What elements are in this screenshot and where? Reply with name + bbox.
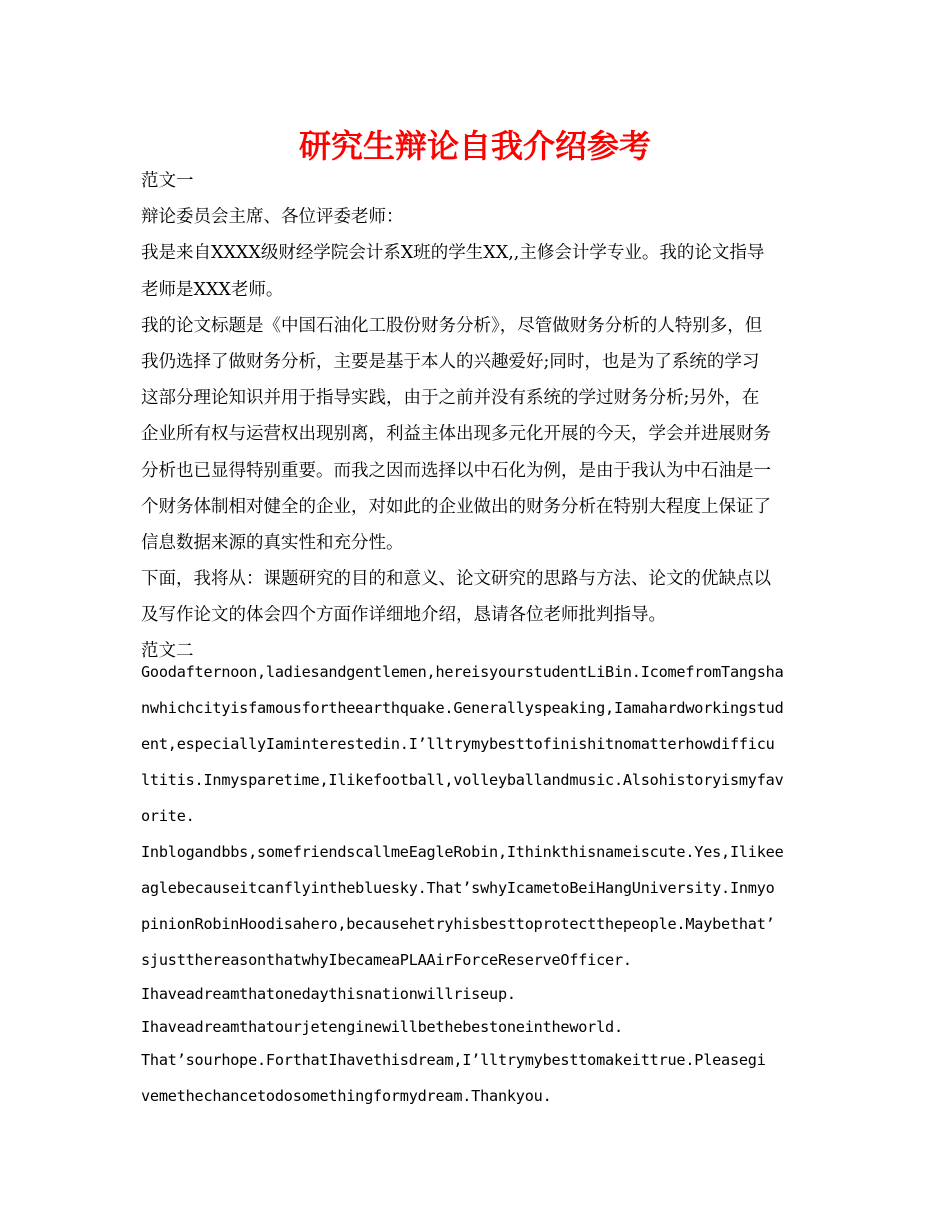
paragraph-line: 我是来自XXXX级财经学院会计系X班的学生XX,,主修会计学专业。我的论文指导 [141,243,765,264]
paragraph-line: 信息数据来源的真实性和充分性。 [141,532,404,553]
paragraph-line: 企业所有权与运营权出现别离，利益主体出现多元化开展的今天，学会并进展财务 [141,424,771,445]
paragraph-line: 我仍选择了做财务分析，主要是基于本人的兴趣爱好;同时，也是为了系统的学习 [141,351,760,372]
english-line: sjustthereasonthatwhyIbecameaPLAAirForceReserveOfficer. [141,951,632,969]
english-line: Inblogandbbs,somefriendscallmeEagleRobin,Ithinkthisnameiscute.Yes,Ilikee [141,843,784,861]
english-line: ltitis.Inmysparetime,Ilikefootball,volleyballandmusic.Alsohistoryismyfav [141,771,784,789]
english-line: aglebecauseitcanflyinthebluesky.That’swhyIcametoBeiHangUniversity.Inmyo [141,879,775,897]
paragraph-line: 老师是XXX老师。 [141,279,284,300]
sample-heading-2: 范文二 [141,641,194,662]
english-line: orite. [141,807,195,825]
english-line: ent,especiallyIaminterestedin.I’lltrymybesttofinishitnomatterhowdifficu [141,735,775,753]
paragraph-line: 这部分理论知识并用于指导实践，由于之前并没有系统的学过财务分析;另外，在 [141,388,760,409]
salutation-line: 辩论委员会主席、各位评委老师： [141,207,404,228]
english-line: Ihaveadreamthatourjetenginewillbethebestoneintheworld. [141,1018,623,1036]
english-line: pinionRobinHoodisahero,becausehetryhisbesttoprotectthepeople.Maybethat’ [141,915,775,933]
english-line: That’sourhope.ForthatIhavethisdream,I’lltrymybesttomakeittrue.Pleasegi [141,1051,766,1069]
english-line: vemethechancetodosomethingformydream.Thankyou. [141,1087,552,1105]
paragraph-line: 分析也已显得特别重要。而我之因而选择以中石化为例，是由于我认为中石油是一 [141,460,771,481]
english-line: Goodafternoon,ladiesandgentlemen,hereisyourstudentLiBin.IcomefromTangsha [141,663,784,681]
english-line: Ihaveadreamthatonedaythisnationwillriseup. [141,985,516,1003]
english-line: nwhichcityisfamousfortheearthquake.Generallyspeaking,Iamahardworkingstud [141,699,784,717]
paragraph-line: 个财务体制相对健全的企业，对如此的企业做出的财务分析在特别大程度上保证了 [141,496,771,517]
paragraph-line: 及写作论文的体会四个方面作详细地介绍，恳请各位老师批判指导。 [141,605,666,626]
paragraph-line: 下面，我将从：课题研究的目的和意义、论文研究的思路与方法、论文的优缺点以 [141,569,771,590]
document-title: 研究生辩论自我介绍参考 [298,127,651,165]
sample-heading-1: 范文一 [141,171,194,191]
paragraph-line: 我的论文标题是《中国石油化工股份财务分析》，尽管做财务分析的人特别多，但 [141,315,763,336]
chinese-body [141,163,813,670]
